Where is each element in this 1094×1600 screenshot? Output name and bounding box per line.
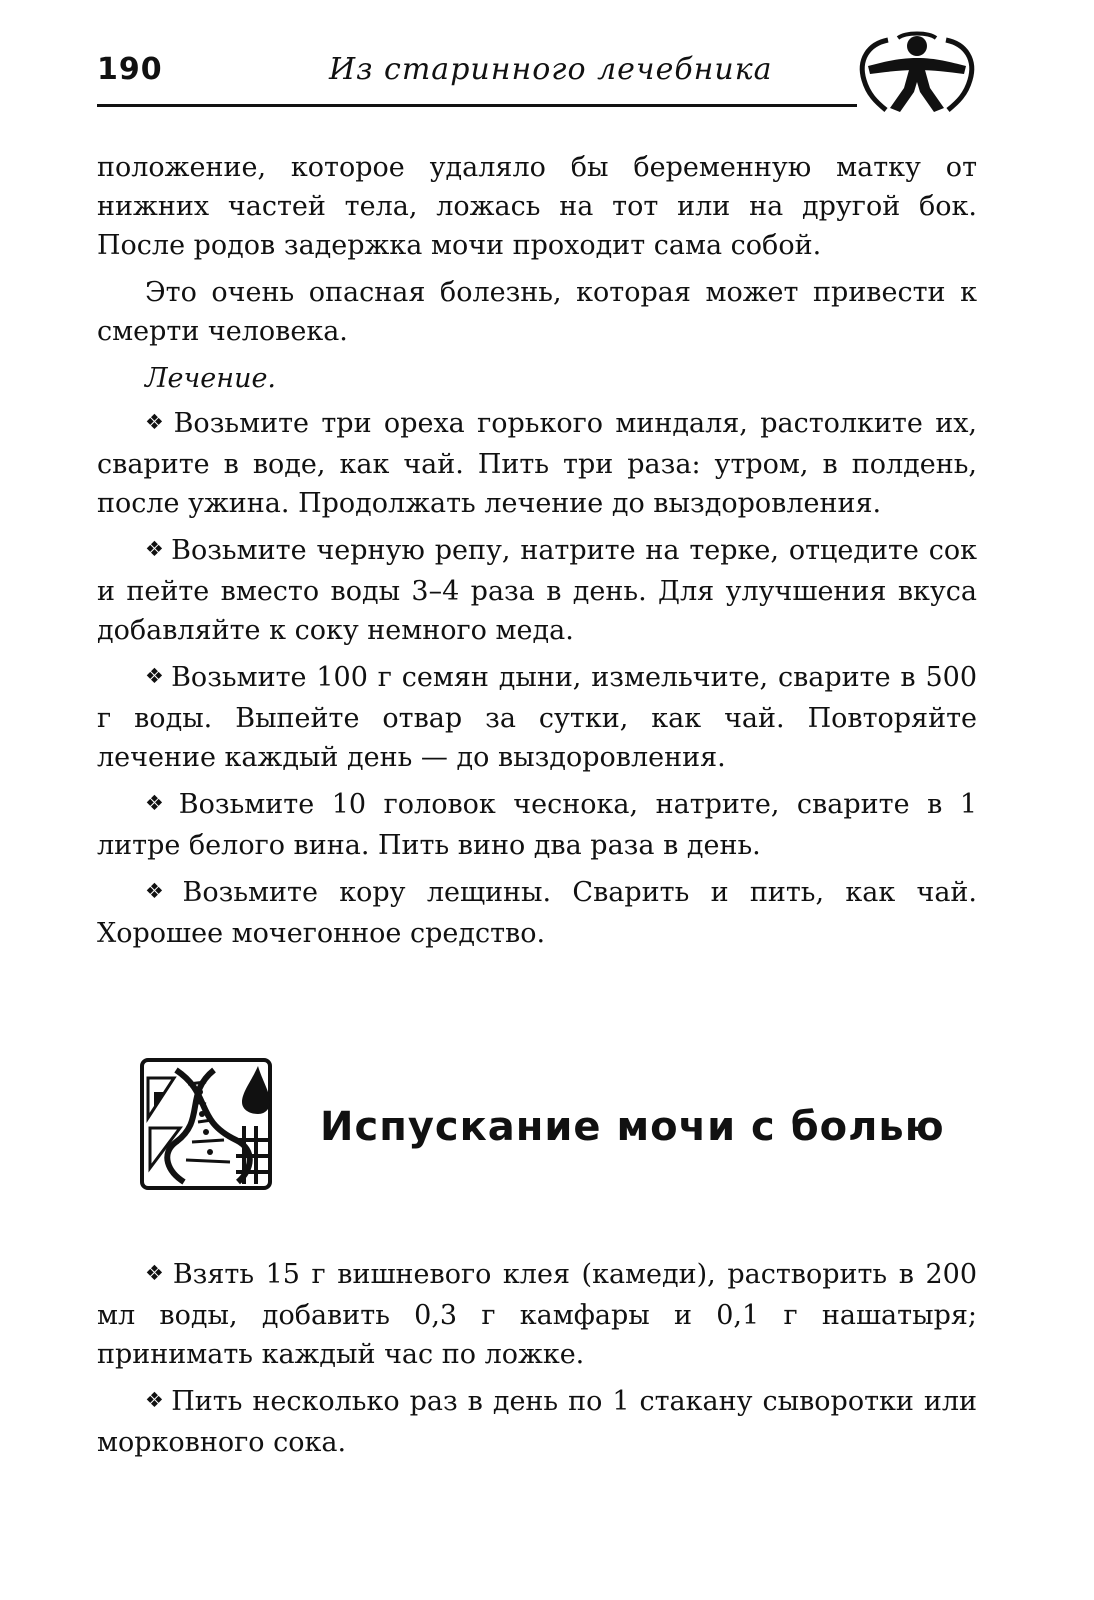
remedy-item xyxy=(97,658,977,777)
remedy-item xyxy=(97,785,977,865)
dna-drop-emblem-icon xyxy=(140,1058,272,1190)
remedy-text: Возьмите три ореха горького миндаля, растолките их, сварите в воде, как чай. Пить три раза: утром, в полдень, после ужина. Продолжать лечение до выздоровления. xyxy=(97,408,977,519)
remedy-item xyxy=(97,1382,977,1462)
bullet-icon: ❖ xyxy=(145,1261,167,1285)
section-two-body xyxy=(97,1255,977,1470)
treatment-label: Лечение. xyxy=(145,363,277,394)
running-title: Из старинного лечебника xyxy=(329,52,773,87)
remedy-text: Взять 15 г вишневого клея (камеди), растворить в 200 мл воды, добавить 0,3 г камфары и 0,1 г нашатыря; принимать каждый час по ложке. xyxy=(97,1259,977,1370)
remedy-item xyxy=(97,1255,977,1374)
bullet-icon: ❖ xyxy=(145,537,166,561)
section-heading xyxy=(140,1058,980,1190)
stick-figure-emblem-icon xyxy=(854,30,980,116)
bullet-icon: ❖ xyxy=(145,879,177,903)
page-number: 190 xyxy=(97,52,163,87)
remedy-item xyxy=(97,873,977,953)
section-one-body xyxy=(97,148,977,961)
remedy-text: Возьмите 10 головок чеснока, натрите, сварите в 1 литре белого вина. Пить вино два раза в день. xyxy=(97,789,977,861)
bullet-icon: ❖ xyxy=(145,410,168,434)
page-header xyxy=(97,40,987,116)
remedy-text: Пить несколько раз в день по 1 стакану сыворотки или морковного сока. xyxy=(97,1386,978,1458)
header-divider xyxy=(97,104,857,107)
continuation-paragraph: положение, которое удаляло бы беременную матку от нижних частей тела, ложась на тот или на другой бок. После родов задержка мочи проходит сама собой. xyxy=(97,152,977,261)
bullet-icon: ❖ xyxy=(145,664,166,688)
remedy-text: Возьмите черную репу, натрите на терке, отцедите сок и пейте вместо воды 3–4 раза в день. Для улучшения вкуса добавляйте к соку немного меда. xyxy=(97,535,978,646)
remedy-text: Возьмите 100 г семян дыни, измельчите, сварите в 500 г воды. Выпейте отвар за сутки, как чай. Повторяйте лечение каждый день — до выздоровления. xyxy=(97,662,978,773)
section-title: Испускание мочи с болью xyxy=(320,1104,945,1150)
remedy-item xyxy=(97,531,977,650)
bullet-icon: ❖ xyxy=(145,791,173,815)
warning-paragraph: Это очень опасная болезнь, которая может привести к смерти человека. xyxy=(97,277,977,347)
bullet-icon: ❖ xyxy=(145,1388,166,1412)
remedy-item xyxy=(97,404,977,523)
remedy-text: Возьмите кору лещины. Сварить и пить, как чай. Хорошее мочегонное средство. xyxy=(97,877,977,949)
